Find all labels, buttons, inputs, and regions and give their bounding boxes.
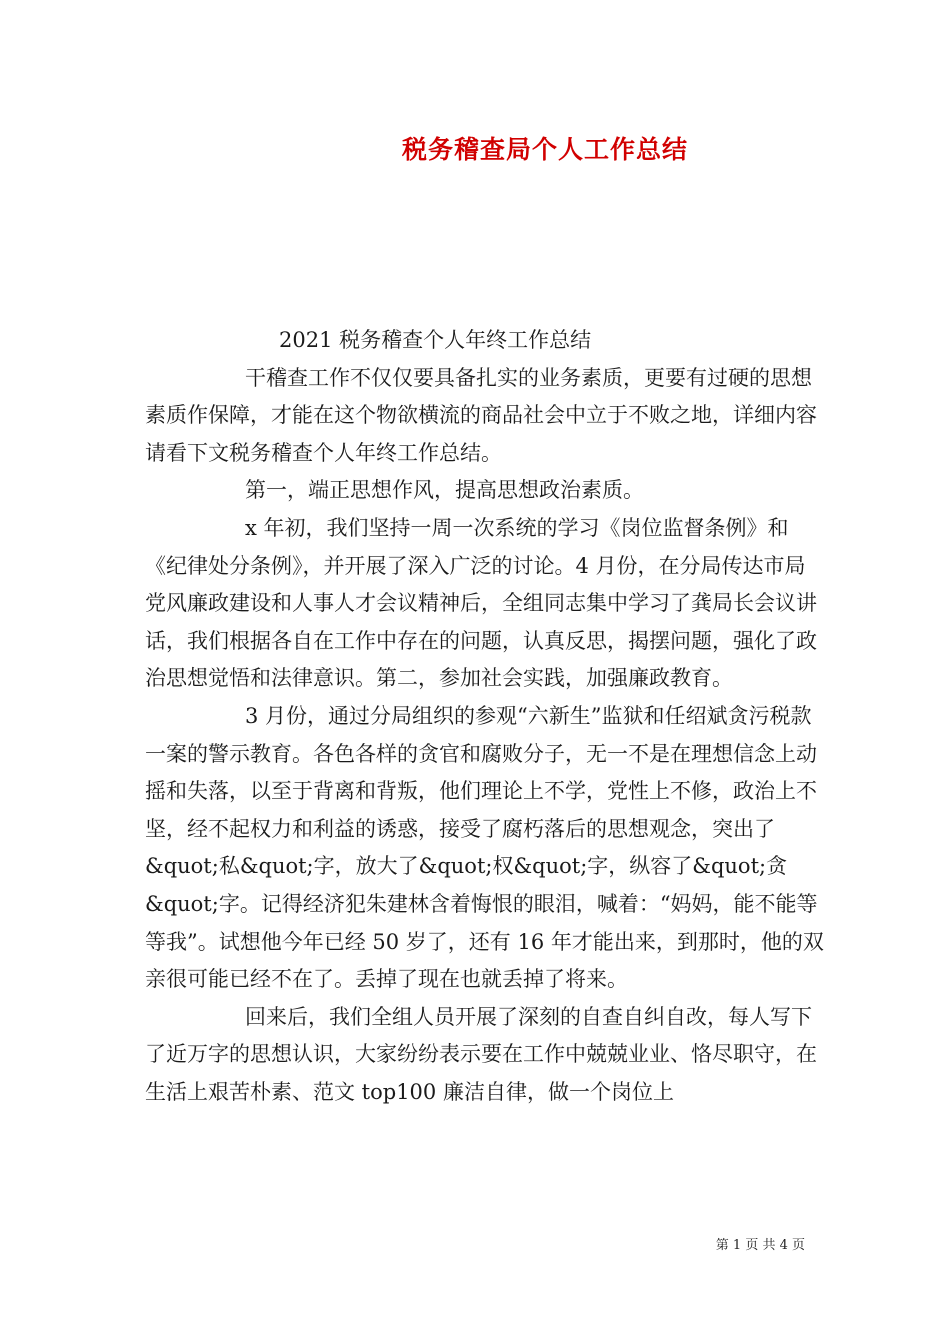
paragraph-intro: 干稽查工作不仅仅要具备扎实的业务素质，更要有过硬的思想素质作保障，才能在这个物欲横流的商品社会中立于不败之地，详细内容请看下文税务稽查个人年终工作总结。 [145, 365, 817, 465]
paragraph-self-inspection: 回来后，我们全组人员开展了深刻的自查自纠自改，每人写下了近万字的思想认识，大家纷纷表示要在工作中兢兢业业、恪尽职守，在生活上艰苦朴素、范文 top100 廉洁自律，做一个岗位上 [145, 1004, 817, 1104]
paragraph-warning-education: 3 月份，通过分局组织的参观“六新生”监狱和任绍斌贪污税款一案的警示教育。各色各样的贪官和腐败分子，无一不是在理想信念上动摇和失落，以至于背离和背叛，他们理论上不学，党性上不修，政治上不坚，经不起权力和利益的诱惑，接受了腐朽落后的思想观念，突出了&quot;私&quot;字，放大了&quot;权&quot;字，纵容了&quot;贪&quot;字。记得经济犯朱建林含着悔恨的眼泪，喊着：“妈妈，能不能等等我”。试想他今年已经 50 岁了，还有 16 年才能出来，到那时，他的双亲很可能已经不在了。丢掉了现在也就丢掉了将来。 [145, 703, 824, 992]
paragraph-study: x 年初，我们坚持一周一次系统的学习《岗位监督条例》和《纪律处分条例》，并开展了深入广泛的讨论。4 月份，在分局传达市局党风廉政建设和人事人才会议精神后，全组同志集中学习了龚局长会议讲话，我们根据各自在工作中存在的问题，认真反思，揭摆问题，强化了政治思想觉悟和法律意识。第二，参加社会实践，加强廉政教育。 [145, 515, 817, 691]
page-number-footer: 第 1 页 共 4 页 [715, 1238, 805, 1253]
document-title: 税务稽查局个人工作总结 [401, 135, 688, 164]
paragraph-section-one-heading: 第一，端正思想作风，提高思想政治素质。 [245, 478, 644, 503]
document-body [145, 322, 825, 1111]
document-subtitle: 2021 税务稽查个人年终工作总结 [279, 328, 592, 352]
